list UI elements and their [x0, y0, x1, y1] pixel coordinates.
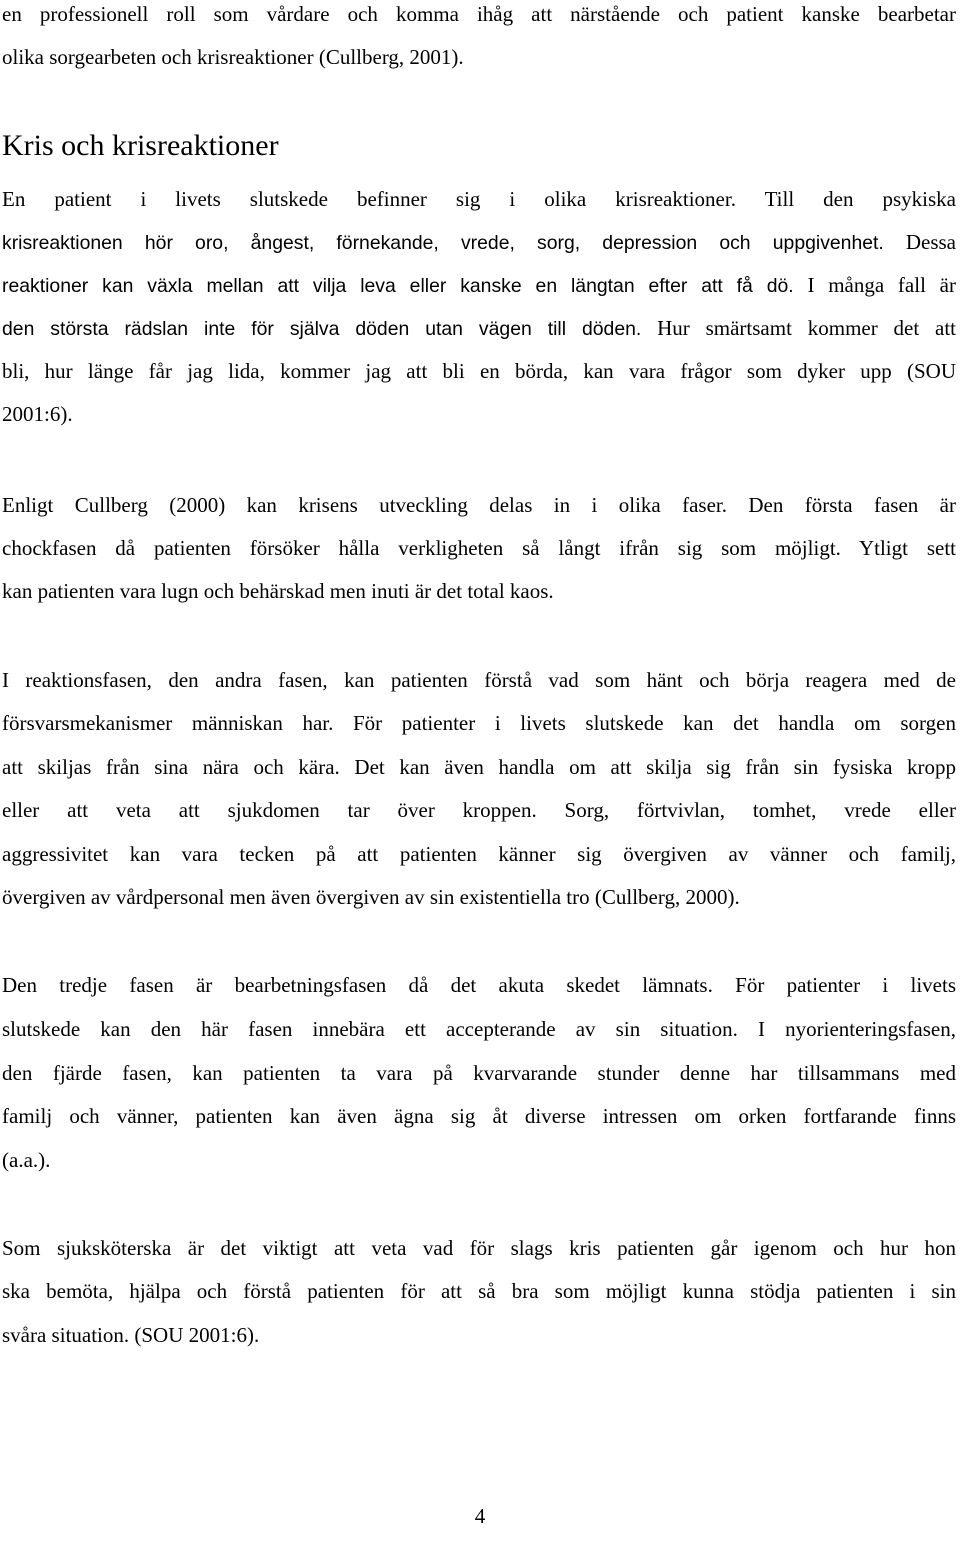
text-line: svåra situation. (SOU 2001:6). [2, 1323, 260, 1347]
text-line-segment: Hur smärtsamt kommer det att [657, 316, 957, 340]
text-line-segment: reaktioner kan växla mellan att vilja leva eller kanske en längtan efter att få dö. [2, 275, 794, 297]
text-line-segment: krisreaktionen hör oro, ångest, förnekande, vrede, sorg, depression och uppgivenhet. [2, 232, 884, 254]
text-line [2, 272, 956, 299]
page-number: 4 [474, 1504, 486, 1528]
text-line-segment: Till den psykiska [764, 187, 956, 211]
text-line-segment: En patient i livets slutskede befinner sig i olika krisreaktioner. [2, 187, 736, 211]
text-line: försvarsmekanismer människan har. För patienter i livets slutskede kan det handla om sorgen [2, 711, 956, 735]
text-line: slutskede kan den här fasen innebära ett accepterande av sin situation. I nyorienteringsfasen, [2, 1017, 956, 1041]
text-line [2, 229, 956, 256]
text-line-segment: Dessa [905, 230, 956, 254]
text-line [2, 315, 956, 342]
text-line: aggressivitet kan vara tecken på att patienten känner sig övergiven av vänner och familj, [2, 842, 956, 866]
text-line: ska bemöta, hjälpa och förstå patienten för att så bra som möjligt kunna stödja patienten i sin [2, 1279, 956, 1303]
text-line: Som sjuksköterska är det viktigt att veta vad för slags kris patienten går igenom och hur hon [2, 1236, 956, 1260]
text-line: olika sorgearbeten och krisreaktioner (Cullberg, 2001). [2, 45, 464, 69]
text-line [2, 186, 956, 212]
text-line: den fjärde fasen, kan patienten ta vara på kvarvarande stunder denne har tillsammans med [2, 1061, 956, 1085]
text-line: I reaktionsfasen, den andra fasen, kan patienten förstå vad som hänt och börja reagera med de [2, 668, 956, 692]
text-line: eller att veta att sjukdomen tar över kroppen. Sorg, förtvivlan, tomhet, vrede eller [2, 798, 956, 822]
text-line: Den tredje fasen är bearbetningsfasen då det akuta skedet lämnats. För patienter i livets [2, 973, 956, 997]
text-line: chockfasen då patienten försöker hålla verkligheten så långt ifrån sig som möjligt. Ytligt sett [2, 536, 956, 560]
text-line: en professionell roll som vårdare och komma ihåg att närstående och patient kanske bearbetar [2, 2, 956, 26]
text-line: familj och vänner, patienten kan även ägna sig åt diverse intressen om orken fortfarande finns [2, 1104, 956, 1128]
text-line: att skiljas från sina nära och kära. Det kan även handla om att skilja sig från sin fysiska kropp [2, 755, 956, 779]
text-line: kan patienten vara lugn och behärskad men inuti är det total kaos. [2, 579, 554, 603]
text-line: övergiven av vårdpersonal men även övergiven av sin existentiella tro (Cullberg, 2000). [2, 885, 740, 909]
text-line: 2001:6). [2, 402, 73, 426]
text-line-segment: I många fall är [807, 273, 956, 297]
text-line: Enligt Cullberg (2000) kan krisens utveckling delas in i olika faser. Den första fasen är [2, 493, 956, 517]
text-line-segment: den största rädslan inte för själva döden utan vägen till döden. [2, 318, 642, 340]
section-heading: Kris och krisreaktioner [2, 129, 279, 162]
text-line: bli, hur länge får jag lida, kommer jag att bli en börda, kan vara frågor som dyker upp (SOU [2, 359, 956, 383]
text-line: (a.a.). [2, 1148, 51, 1172]
